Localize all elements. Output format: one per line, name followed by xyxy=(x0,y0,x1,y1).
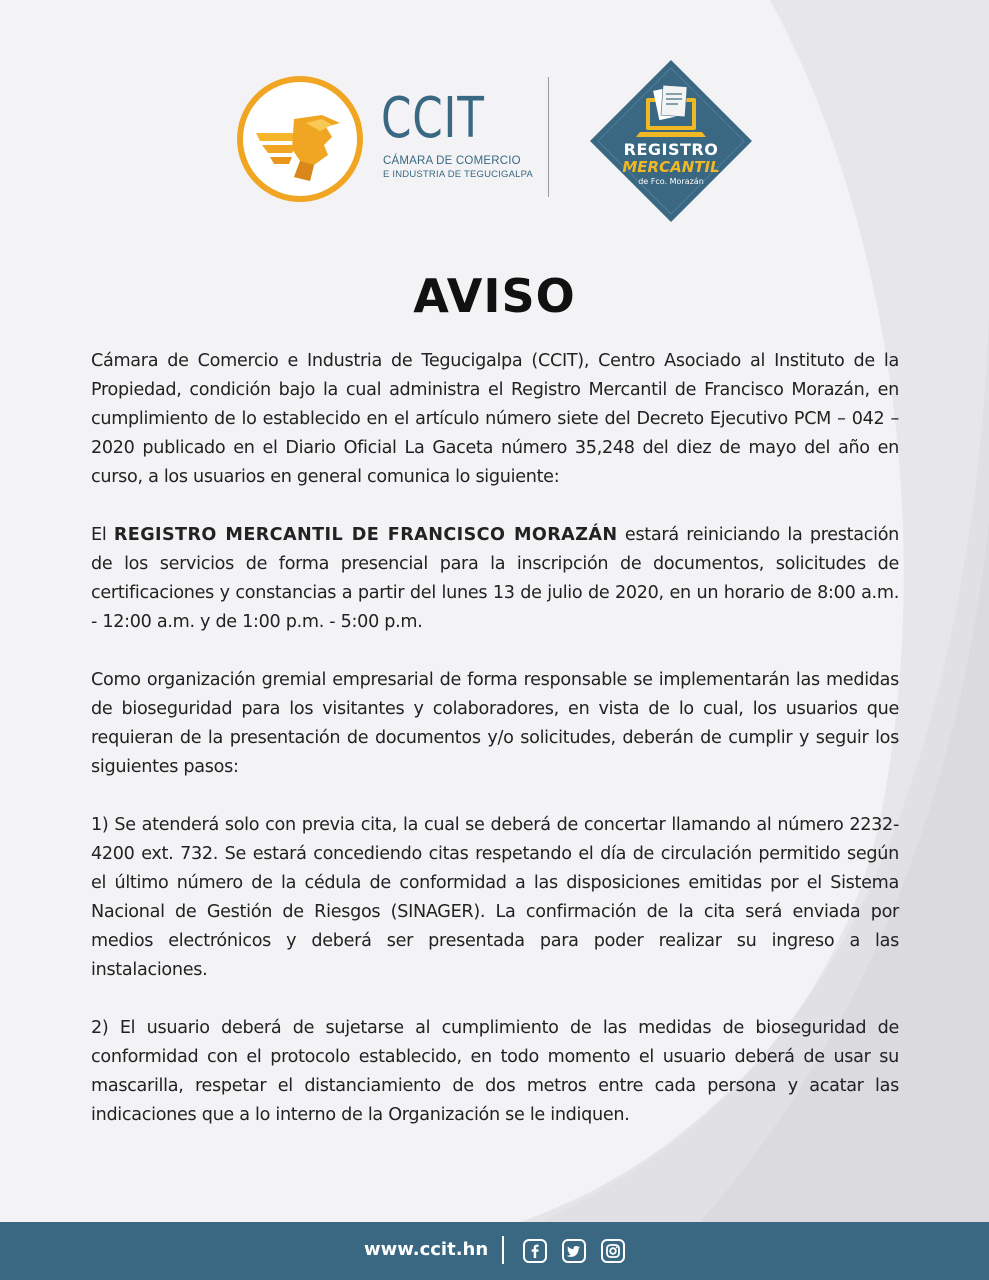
header xyxy=(0,55,989,225)
paragraph-intro: Cámara de Comercio e Industria de Tegucigalpa (CCIT), Centro Asociado al Instituto de la Propiedad, condición bajo la cual administra el Registro Mercantil de Francisco Morazán, en cumplimiento de lo establecido en el artículo número siete del Decreto Ejecutivo PCM – 042 – 2020 publicado en el Diario Oficial La Gaceta número 35,248 del diez de mayo del año en curso, a los usuarios en general comunica lo siguiente: xyxy=(91,351,899,487)
website-link[interactable]: www.ccit.hn xyxy=(364,1239,489,1260)
footer-bar xyxy=(0,1222,989,1280)
ccit-logo-text: CCIT xyxy=(381,86,485,151)
notice-body xyxy=(91,347,899,1130)
registro-logo-line3: de Fco. Morazán xyxy=(638,177,704,186)
announcement-rest: estará reiniciando la prestación de los servicios de forma presencial para la inscripción de documentos, solicitudes de certificaciones y constancias a partir del lunes 13 de julio de 2020, en un horario de 8:00 a.m. - 12:00 a.m. y de 1:00 p.m. - 5:00 p.m. xyxy=(91,525,900,632)
instagram-icon[interactable] xyxy=(601,1239,625,1263)
winged-head-emblem-icon xyxy=(236,75,364,203)
ccit-logo-subtitle-line1: CÁMARA DE COMERCIO xyxy=(383,155,521,167)
registro-logo-line1: REGISTRO xyxy=(623,140,719,159)
paragraph-announcement xyxy=(91,521,899,637)
header-divider xyxy=(548,77,549,197)
twitter-icon[interactable] xyxy=(562,1239,586,1263)
registro-logo-line2: MERCANTIL xyxy=(622,158,720,176)
ccit-logo-subtitle-line2: E INDUSTRIA DE TEGUCIGALPA xyxy=(383,169,534,180)
footer-divider xyxy=(502,1236,504,1264)
paragraph-step-1: 1) Se atenderá solo con previa cita, la cual se deberá de concertar llamando al número 2232-4200 ext. 732. Se estará concediendo citas respetando el día de circulación permitido según el último número de la cédula de conformidad a las disposiciones emitidas por el Sistema Nacional de Gestión de Riesgos (SINAGER). La confirmación de la cita será enviada por medios electrónicos y deberá ser presentada para poder realizar su ingreso a las instalaciones. xyxy=(91,815,899,980)
paragraph-measures: Como organización gremial empresarial de forma responsable se implementarán las medidas de bioseguridad para los visitantes y colaboradores, en vista de lo cual, los usuarios que requieran de la presentación de documentos y/o solicitudes, deberán de cumplir y seguir los siguientes pasos: xyxy=(91,670,899,777)
registro-name-bold: REGISTRO MERCANTIL DE FRANCISCO MORAZÁN xyxy=(113,525,618,545)
announcement-lead: El xyxy=(91,525,107,545)
paragraph-step-2: 2) El usuario deberá de sujetarse al cumplimiento de las medidas de bioseguridad de conformidad con el protocolo establecido, en todo momento el usuario deberá de usar su mascarilla, respetar el distanciamiento de dos metros entre cada persona y acatar las indicaciones que a lo interno de la Organización se le indiquen. xyxy=(91,1018,899,1125)
notice-title: AVISO xyxy=(413,269,576,323)
facebook-icon[interactable] xyxy=(523,1239,547,1263)
